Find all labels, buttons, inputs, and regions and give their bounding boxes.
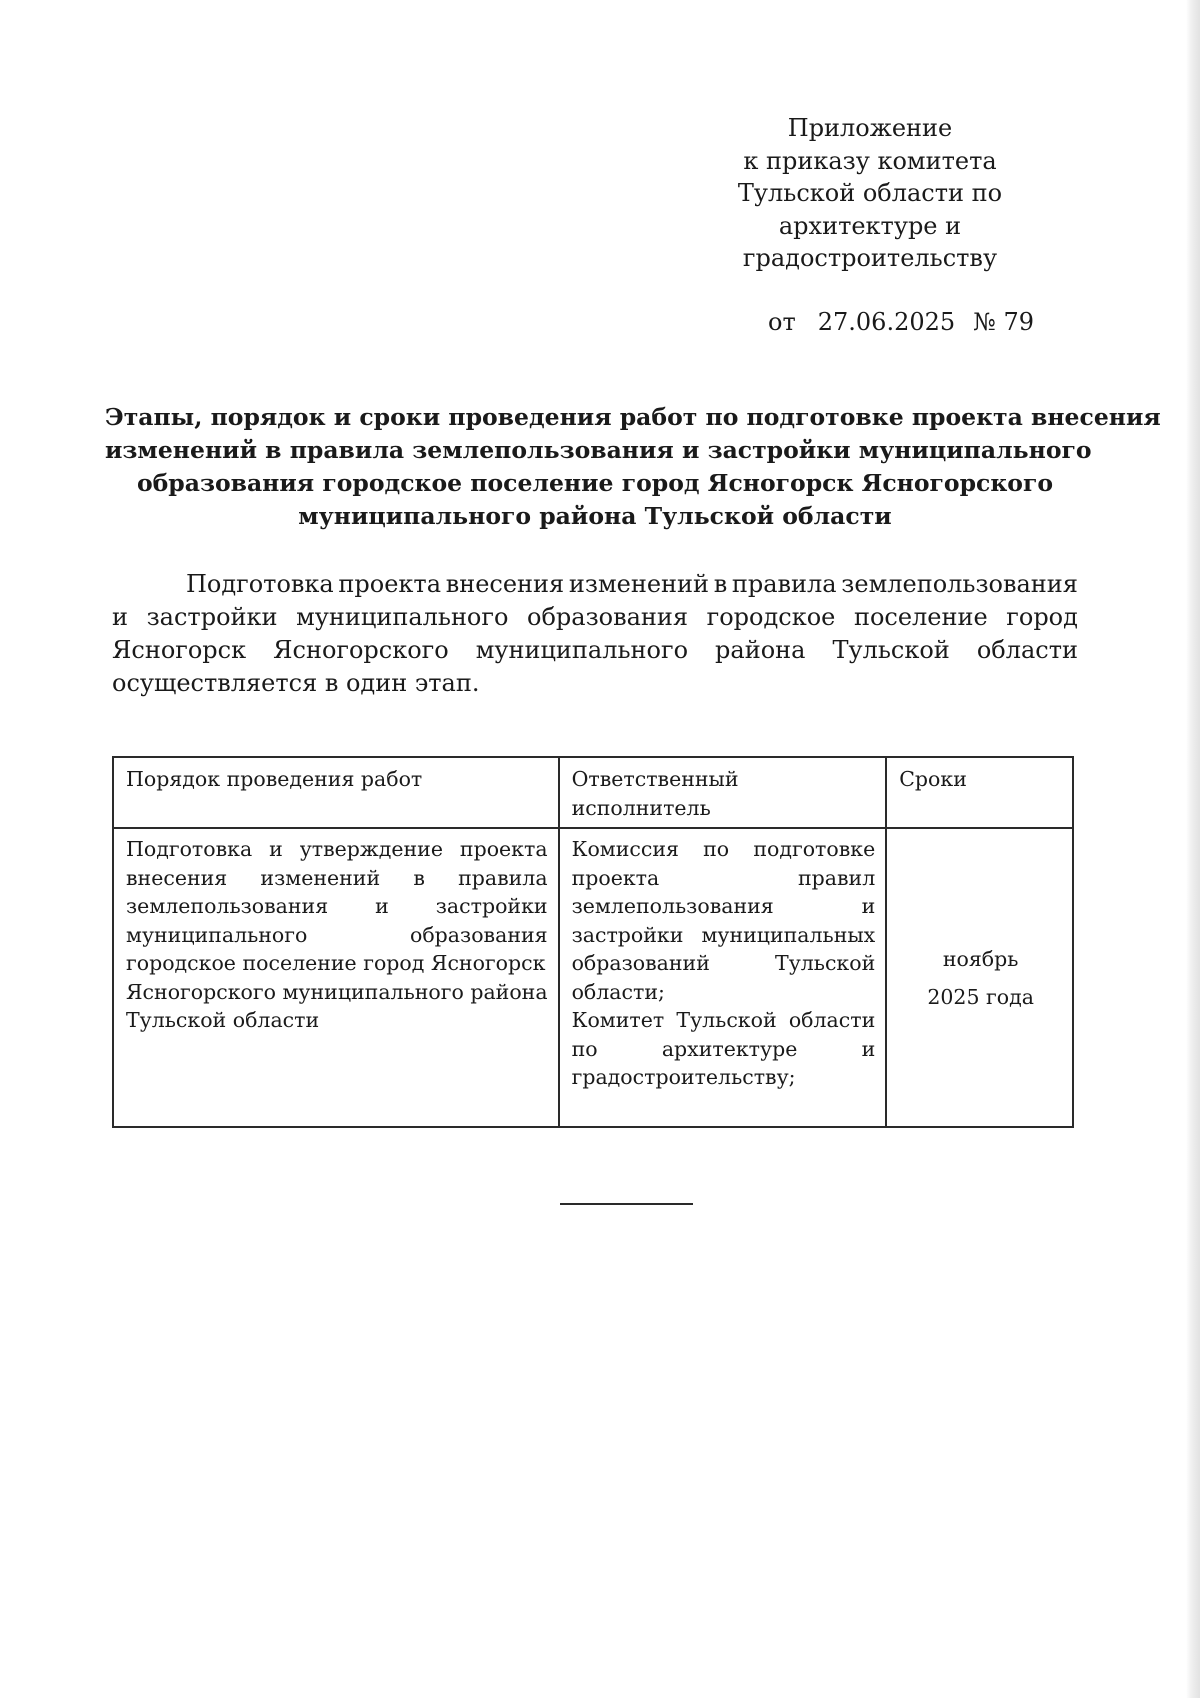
cell-word: и <box>861 894 876 918</box>
lead-line <box>112 634 1078 667</box>
lead-word: осуществляется в один этап. <box>112 669 480 697</box>
cell-word: и <box>861 1036 876 1061</box>
lead-word: Ясногорского <box>273 636 449 664</box>
cell-word: землепользования <box>126 894 329 918</box>
lead-word: правила <box>731 570 837 598</box>
cell-line: области; <box>571 979 665 1004</box>
lead-line <box>112 601 1078 634</box>
cell-line <box>572 835 876 864</box>
cell-word: Подготовка <box>126 837 253 861</box>
cell-line <box>126 892 548 921</box>
term-year: 2025 года <box>927 984 1034 1009</box>
lead-word: и <box>112 603 128 631</box>
cell-word: и <box>375 894 389 918</box>
appendix-line: градостроительству <box>742 244 998 272</box>
cell-line <box>126 921 548 950</box>
cell-line: городское поселение город Ясногорск <box>126 951 546 975</box>
order-number: № 79 <box>973 308 1035 336</box>
lead-word: изменений <box>568 570 710 598</box>
cell-line <box>572 949 876 978</box>
cell-word: Тульской <box>775 951 876 975</box>
lead-word: город <box>1006 603 1078 631</box>
cell-word: проекта <box>459 837 548 861</box>
lead-word: Подготовка <box>186 570 334 598</box>
appendix-line: Тульской области по <box>737 179 1003 207</box>
lead-word: Тульской <box>832 636 950 664</box>
cell-word: области <box>788 1008 876 1032</box>
page-edge-shadow <box>1186 0 1200 1698</box>
lead-word: района <box>715 636 806 664</box>
end-rule-divider <box>560 1203 693 1205</box>
cell-word: Комитет <box>571 1008 665 1032</box>
lead-word: в <box>713 570 728 598</box>
document-title <box>105 401 1161 533</box>
appendix-line: архитектуре и <box>778 211 962 240</box>
lead-word: Ясногорск <box>112 636 247 664</box>
cell-word: образований <box>571 951 710 975</box>
cell-word: по <box>703 837 730 861</box>
title-line: Этапы, порядок и сроки проведения работ по подготовке проекта внесения <box>105 403 1161 431</box>
cell-line <box>126 864 548 893</box>
cell-word: правила <box>458 865 548 890</box>
cell-word: внесения <box>126 865 228 890</box>
cell-word: застройки <box>435 894 548 918</box>
lead-word: проекта <box>338 570 442 598</box>
cell-word: правил <box>798 865 876 890</box>
cell-word: подготовке <box>753 837 876 861</box>
cell-word: застройки <box>571 922 684 947</box>
appendix-line: к приказу комитета <box>743 146 997 175</box>
lead-word: образования <box>527 603 689 631</box>
lead-word: муниципального <box>475 636 689 664</box>
order-date: 27.06.2025 <box>817 308 956 336</box>
cell-word: по <box>571 1036 598 1061</box>
cell-line: Ясногорского муниципального района <box>126 979 548 1004</box>
header-executor: Ответственный исполнитель <box>559 757 887 828</box>
cell-line <box>572 921 876 950</box>
term-month: ноябрь <box>942 946 1019 971</box>
cell-word: образования <box>410 922 548 947</box>
header-procedure: Порядок проведения работ <box>113 757 559 828</box>
title-line: образования городское поселение город Ясногорск Ясногорского <box>136 469 1054 497</box>
lead-line <box>112 667 1078 700</box>
cell-word: землепользования <box>571 894 774 918</box>
cell-word: и <box>269 837 283 861</box>
table-row <box>113 828 1073 1127</box>
lead-line <box>112 568 1078 601</box>
title-line: муниципального района Тульской области <box>298 502 892 530</box>
lead-word: землепользования <box>841 570 1078 598</box>
cell-line: градостроительству; <box>571 1065 796 1089</box>
lead-word: муниципального <box>296 603 509 631</box>
cell-line <box>572 1035 876 1064</box>
cell-line <box>572 864 876 893</box>
date-prefix: от <box>768 308 796 336</box>
lead-paragraph <box>112 568 1078 700</box>
appendix-header <box>720 112 1020 275</box>
header-terms: Сроки <box>886 757 1073 828</box>
term-cell <box>886 828 1073 1127</box>
executor-cell <box>559 828 887 1127</box>
cell-line: Тульской области <box>126 1008 320 1032</box>
cell-word: муниципальных <box>701 922 876 947</box>
lead-word: внесения <box>445 570 565 598</box>
lead-word: городское <box>706 603 836 631</box>
cell-word: архитектуре <box>661 1036 798 1061</box>
appendix-line: Приложение <box>787 114 953 142</box>
cell-line <box>126 835 548 864</box>
order-date-number <box>768 306 1034 338</box>
table-header-row <box>113 757 1073 828</box>
cell-word: утверждение <box>299 837 443 861</box>
cell-word: изменений <box>260 865 381 890</box>
stages-table <box>112 756 1074 1128</box>
cell-word: Комиссия <box>571 837 679 861</box>
title-line: изменений в правила землепользования и застройки муниципального <box>105 436 1092 464</box>
lead-word: застройки <box>146 603 278 631</box>
cell-word: муниципального <box>126 922 308 947</box>
cell-word: проекта <box>571 865 660 890</box>
procedure-cell <box>113 828 559 1127</box>
cell-word: в <box>413 865 425 890</box>
cell-word: Тульской <box>676 1008 777 1032</box>
cell-line <box>572 892 876 921</box>
lead-word: поселение <box>853 603 988 631</box>
lead-word: области <box>976 636 1078 664</box>
cell-line <box>572 1006 876 1035</box>
